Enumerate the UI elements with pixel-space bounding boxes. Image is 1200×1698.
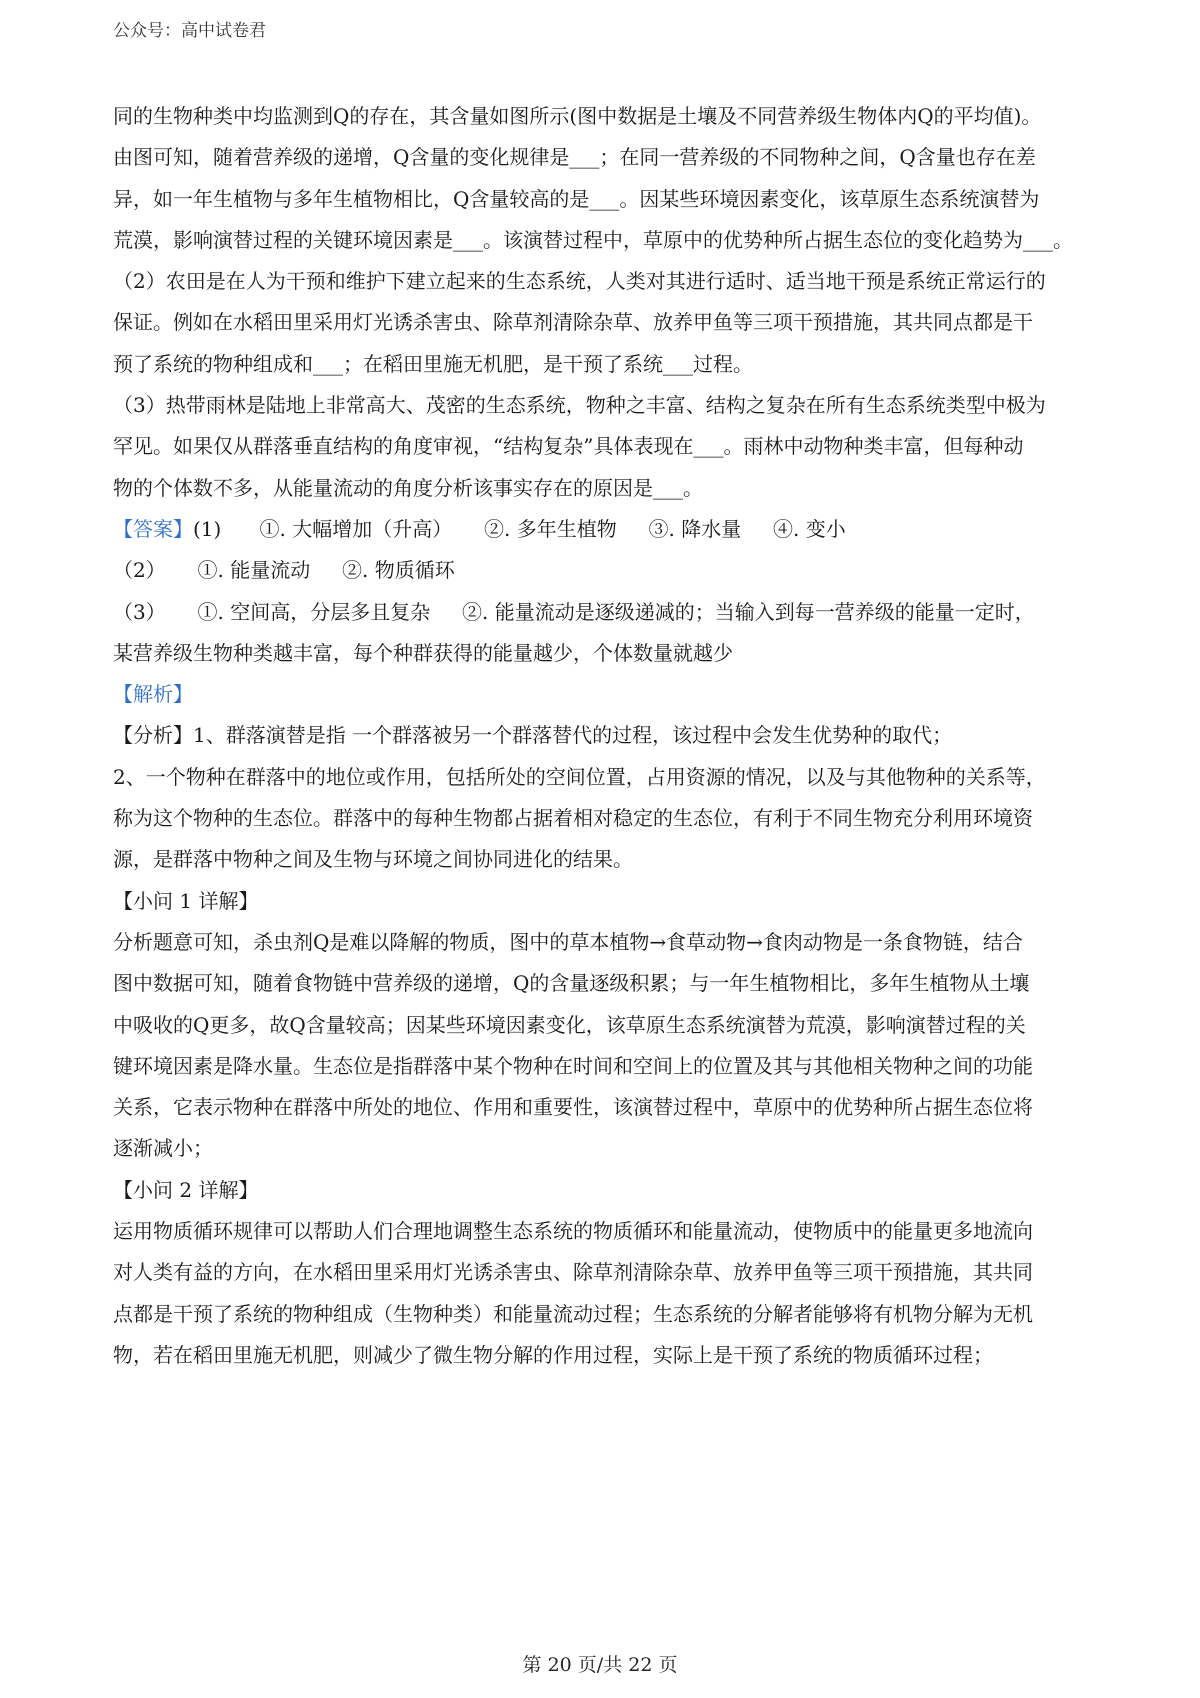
answer-text: (1) ①. 大幅增加（升高） ②. 多年生植物 ③. 降水量 ④. 变小 <box>193 516 846 541</box>
question-line: 异，如一年生植物与多年生植物相比，Q含量较高的是___。因某些环境因素变化，该草原生态系统演替为 <box>113 186 1040 211</box>
detail2-line: 点都是干预了系统的物种组成（生物种类）和能量流动过程；生态系统的分解者能够将有机物分解为无机 <box>113 1301 1033 1326</box>
question-line: 由图可知，随着营养级的递增，Q含量的变化规律是___；在同一营养级的不同物种之间，Q含量也存在差 <box>113 145 1036 170</box>
answer-line <box>113 509 1101 550</box>
answer-line: （3） ①. 空间高，分层多且复杂 ②. 能量流动是逐级递减的；当输入到每一营养级的能量一定时， <box>113 599 1035 624</box>
detail1-line: 中吸收的Q更多，故Q含量较高；因某些环境因素变化，该草原生态系统演替为荒漠，影响演替过程的关 <box>113 1012 1026 1037</box>
detail1-line: 关系，它表示物种在群落中所处的地位、作用和重要性，该演替过程中，草原中的优势种所占据生态位将 <box>113 1095 1033 1120</box>
question-line: 预了系统的物种组成和___；在稻田里施无机肥，是干预了系统___过程。 <box>113 351 753 376</box>
answer-label: 【答案】 <box>113 516 193 541</box>
detail2-line: 运用物质循环规律可以帮助人们合理地调整生态系统的物质循环和能量流动，使物质中的能量更多地流向 <box>113 1219 1033 1244</box>
question-line: 罕见。如果仅从群落垂直结构的角度审视，“结构复杂”具体表现在___。雨林中动物种类丰富，但每种动 <box>113 434 1024 459</box>
analysis-line: 2、一个物种在群落中的地位或作用，包括所处的空间位置，占用资源的情况，以及与其他物种的关系等， <box>113 764 1046 789</box>
question-line: 物的个体数不多，从能量流动的角度分析该事实存在的原因是___。 <box>113 475 703 500</box>
analysis-label: 【解析】 <box>113 682 193 707</box>
detail1-line: 键环境因素是降水量。生态位是指群落中某个物种在时间和空间上的位置及其与其他相关物种之间的功能 <box>113 1053 1033 1078</box>
question-line: 保证。例如在水稻田里采用灯光诱杀害虫、除草剂清除杂草、放养甲鱼等三项干预措施，其共同点都是干 <box>113 310 1033 335</box>
detail1-line: 逐渐减小； <box>113 1136 213 1161</box>
detail2-line: 物，若在稻田里施无机肥，则减少了微生物分解的作用过程，实际上是干预了系统的物质循环过程； <box>113 1342 993 1367</box>
answer-line: （2） ①. 能量流动 ②. 物质循环 <box>113 558 455 583</box>
page-header: 公众号：高中试卷君 <box>113 21 266 41</box>
question-line: （3）热带雨林是陆地上非常高大、茂密的生态系统，物种之丰富、结构之复杂在所有生态系统类型中极为 <box>113 393 1046 418</box>
detail1-line: 分析题意可知，杀虫剂Q是难以降解的物质，图中的草本植物→食草动物→食肉动物是一条食物链，结合 <box>113 929 1023 954</box>
question-line: （2）农田是在人为干预和维护下建立起来的生态系统，人类对其进行适时、适当地干预是系统正常运行的 <box>113 269 1046 294</box>
question-line: 荒漠，影响演替过程的关键环境因素是___。该演替过程中，草原中的优势种所占据生态位的变化趋势为___。 <box>113 227 1073 252</box>
detail1-heading: 【小问 1 详解】 <box>113 888 259 913</box>
analysis-line: 称为这个物种的生态位。群落中的每种生物都占据着相对稳定的生态位，有利于不同生物充分利用环境资 <box>113 806 1033 831</box>
page-content <box>113 96 1101 1376</box>
detail2-heading: 【小问 2 详解】 <box>113 1177 259 1202</box>
detail2-line: 对人类有益的方向，在水稻田里采用灯光诱杀害虫、除草剂清除杂草、放养甲鱼等三项干预措施，其共同 <box>113 1260 1033 1285</box>
detail1-line: 图中数据可知，随着食物链中营养级的递增，Q的含量逐级积累；与一年生植物相比，多年生植物从土壤 <box>113 971 1030 996</box>
answer-line: 某营养级生物种类越丰富，每个种群获得的能量越少，个体数量就越少 <box>113 640 733 665</box>
question-line: 同的生物种类中均监测到Q的存在，其含量如图所示(图中数据是土壤及不同营养级生物体内Q的平均值)。 <box>113 104 1042 128</box>
analysis-line: 【分析】1、群落演替是指 一个群落被另一个群落替代的过程，该过程中会发生优势种的取代； <box>113 723 953 748</box>
page-footer: 第 20 页/共 22 页 <box>522 1654 678 1676</box>
analysis-line: 源，是群落中物种之间及生物与环境之间协同进化的结果。 <box>113 847 633 872</box>
